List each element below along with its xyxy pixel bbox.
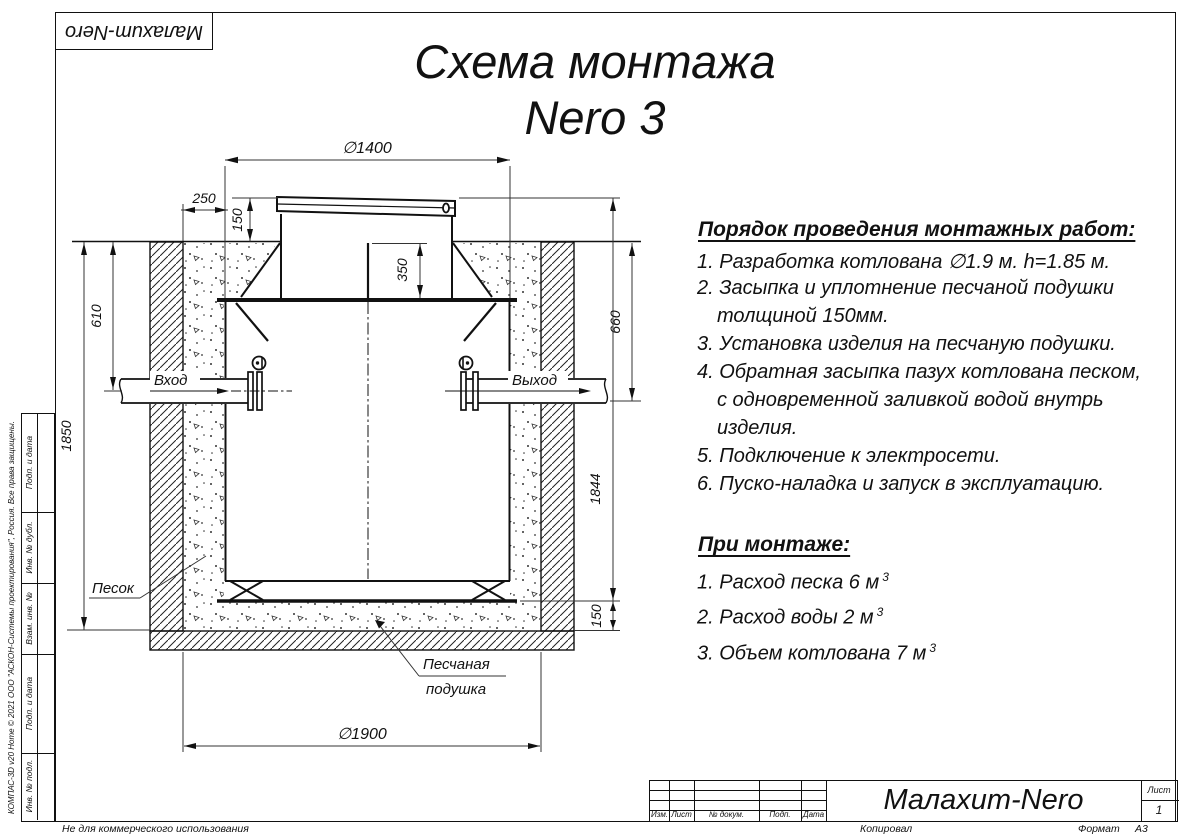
mounting-item-text: 2. Расход воды 2 м [697, 606, 874, 629]
tb-header-podp: Подп. [769, 810, 791, 819]
tb-header-izm: Изм. [650, 810, 669, 819]
instruction-item: с одновременной заливкой водой внутрь [717, 389, 1104, 411]
page-title-line2: Nero 3 [524, 91, 666, 144]
instruction-item: 4. Обратная засыпка пазух котлована песком, [697, 361, 1141, 383]
superscript: 3 [876, 605, 884, 619]
dim-dia-1900: ∅1900 [337, 726, 387, 743]
superscript: 3 [882, 570, 889, 584]
instruction-item: 1. Разработка котлована ∅1.9 м. h=1.85 м. [697, 251, 1111, 273]
stamp-label: Инв. № дубл. [24, 521, 34, 574]
logo-box [55, 12, 213, 50]
left-stamp-column [21, 413, 55, 822]
stamp-label: Подп. и дата [24, 435, 34, 490]
format-value: А3 [1135, 823, 1148, 835]
dim-150-bottom: 150 [588, 604, 604, 628]
instruction-item: 5. Подключение к электросети. [697, 445, 1001, 467]
tb-header-list: Лист [671, 810, 692, 819]
mounting-item [697, 605, 883, 630]
inlet-label: Вход [154, 372, 188, 389]
stamp-cell [22, 655, 54, 754]
dim-1844: 1844 [587, 473, 603, 505]
dim-350: 350 [394, 258, 410, 282]
copyright-note: КОМПАС-3D v20 Home © 2021 ООО "АСКОН-Системы проектирования", Россия. Все права защищены. [7, 421, 16, 814]
instruction-item: 6. Пуско-наладка и запуск в эксплуатацию. [697, 473, 1105, 495]
stamp-label: Взам. инв. № [24, 592, 34, 645]
sand-label: Песок [92, 580, 134, 597]
mounting-item [697, 570, 889, 595]
mounting-item-text: 3. Объем котлована 7 м [697, 642, 927, 665]
cushion-label-line2: подушка [426, 681, 487, 698]
outlet-label: Выход [512, 372, 558, 389]
product-name: Малахит-Nero [883, 784, 1084, 816]
instruction-item: толщиной 150мм. [717, 305, 889, 327]
dim-150-top: 150 [229, 208, 245, 232]
mounting-item-text: 1. Расход песка 6 м [697, 571, 880, 594]
dim-1850: 1850 [58, 420, 74, 452]
mounting-heading: При монтаже: [698, 533, 851, 556]
stamp-cell [22, 414, 54, 513]
stamp-cell [22, 584, 54, 655]
not-for-commercial-note: Не для коммерческого использования [62, 823, 249, 835]
instruction-item: 2. Засыпка и уплотнение песчаной подушки [697, 277, 1114, 299]
title-block [649, 780, 1178, 822]
superscript: 3 [929, 641, 937, 655]
stamp-cell [22, 513, 54, 584]
kopiroval-label: Копировал [860, 823, 913, 835]
page-title-line1: Схема монтажа [414, 35, 776, 88]
mounting-item [697, 641, 936, 666]
stamp-label: Подп. и дата [24, 676, 34, 731]
sheet-number: 1 [1155, 803, 1163, 817]
instruction-item: изделия. [717, 417, 798, 439]
format-label: Формат [1078, 823, 1120, 835]
stamp-cell [22, 754, 54, 820]
dim-660: 660 [607, 310, 623, 334]
dim-610: 610 [88, 304, 104, 328]
tb-header-doc: № докум. [708, 810, 745, 819]
dim-dia-1400: ∅1400 [342, 140, 392, 157]
cushion-label-line1: Песчаная [423, 656, 490, 673]
dim-250: 250 [192, 190, 216, 206]
instructions-heading: Порядок проведения монтажных работ: [698, 218, 1136, 241]
logo-text: Малахит-Nero [65, 21, 203, 43]
instruction-item: 3. Установка изделия на песчаную подушки. [697, 333, 1116, 355]
sheet-label: Лист [1147, 785, 1171, 795]
stamp-label: Инв. № подл. [24, 759, 34, 813]
tb-header-data: Дата [802, 810, 825, 819]
